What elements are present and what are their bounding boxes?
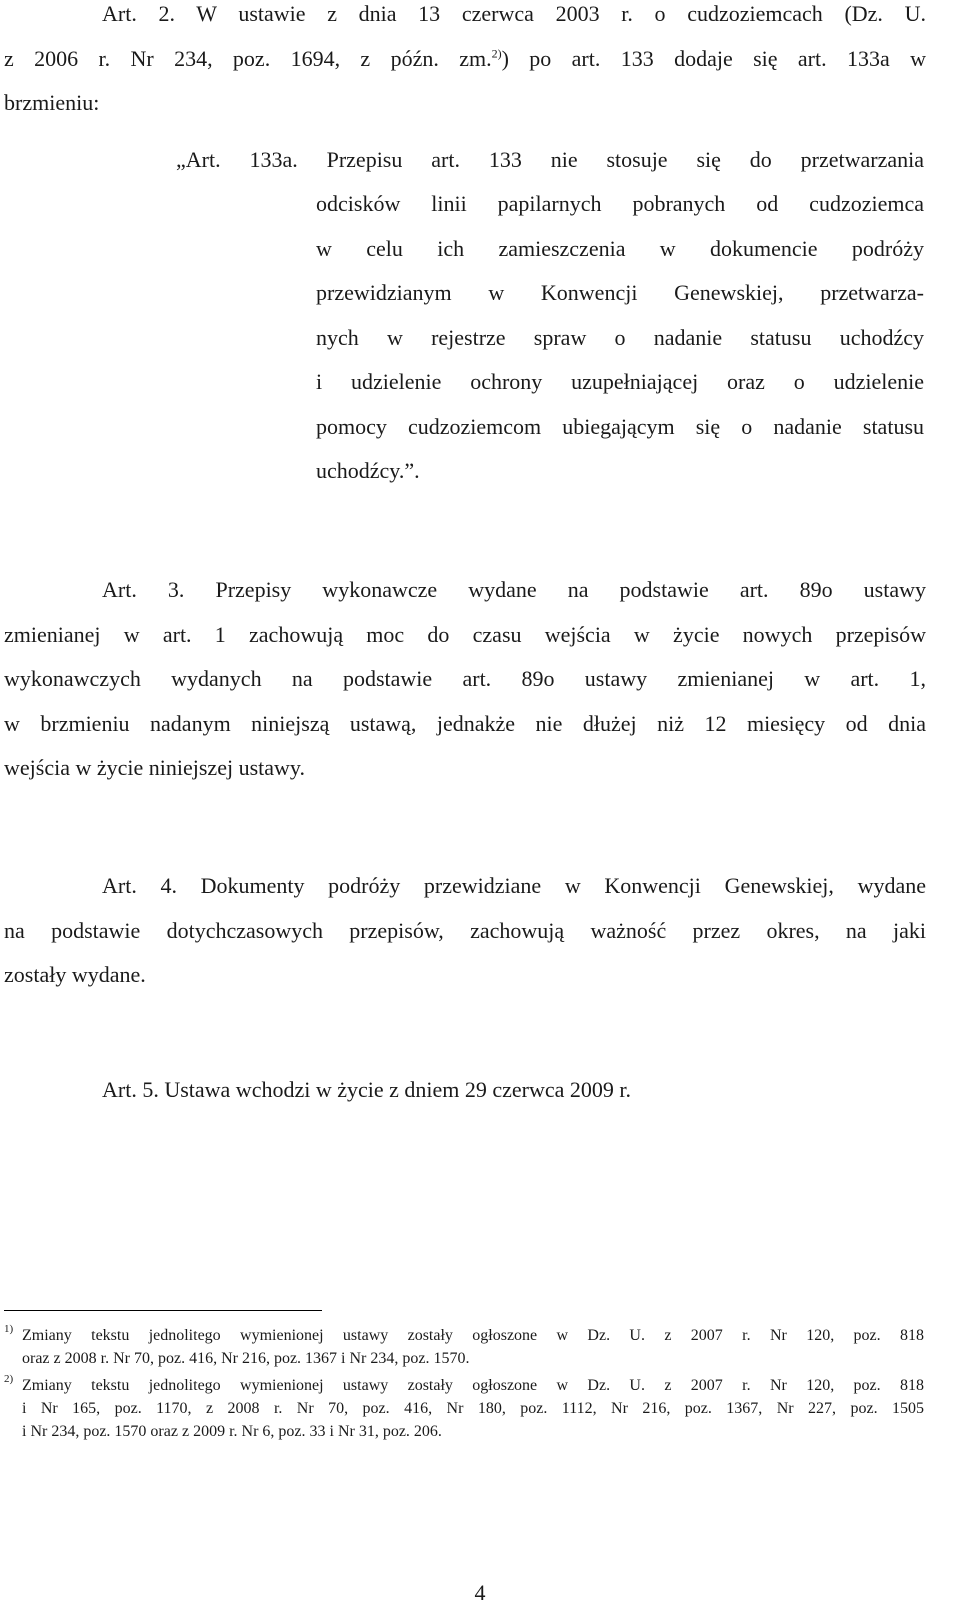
footnote-separator — [4, 1310, 322, 1311]
article-133a-line-8: uchodźcy.”. — [316, 458, 420, 483]
article-3-line-2: zmienianej w art. 1 zachowują moc do czasu wejścia w życie nowych przepisów — [4, 621, 926, 647]
footnote-2-line-2: i Nr 165, poz. 1170, z 2008 r. Nr 70, poz. 416, Nr 180, poz. 1112, Nr 216, poz. 1367, Nr 227, poz. 1505 — [22, 1400, 924, 1417]
article-4-line-3: zostały wydane. — [4, 962, 146, 987]
footnote-2-line-1: Zmiany tekstu jednolitego wymienionej ustawy zostały ogłoszone w Dz. U. z 2007 r. Nr 120, poz. 818 — [22, 1377, 924, 1394]
footnote-1-line-1: Zmiany tekstu jednolitego wymienionej ustawy zostały ogłoszone w Dz. U. z 2007 r. Nr 120, poz. 818 — [22, 1327, 924, 1344]
article-3-line-1: Art. 3. Przepisy wykonawcze wydane na podstawie art. 89o ustawy — [102, 577, 926, 602]
article-133a-quote — [176, 138, 924, 183]
article-3-line-5: wejścia w życie niniejszej ustawy. — [4, 755, 305, 780]
article-4-line-2: na podstawie dotychczasowych przepisów, zachowują ważność przez okres, na jaki — [4, 917, 926, 943]
article-133a-line-5: nych w rejestrze spraw o nadanie statusu uchodźcy — [316, 324, 924, 350]
footnote-2-line-3: i Nr 234, poz. 1570 oraz z 2009 r. Nr 6, poz. 33 i Nr 31, poz. 206. — [22, 1423, 442, 1440]
article-133a-line-2: odcisków linii papilarnych pobranych od cudzoziemca — [316, 191, 924, 216]
article-4-line-1: Art. 4. Dokumenty podróży przewidziane w Konwencji Genewskiej, wydane — [102, 873, 926, 898]
article-2-line-1: Art. 2. W ustawie z dnia 13 czerwca 2003 r. o cudzoziemcach (Dz. U. — [102, 1, 926, 26]
article-5-line-1: Art. 5. Ustawa wchodzi w życie z dniem 29 czerwca 2009 r. — [102, 1077, 632, 1102]
article-3-line-4: w brzmieniu nadanym niniejszą ustawą, jednakże nie dłużej niż 12 miesięcy od dnia — [4, 710, 926, 736]
footnote-1-line-2: oraz z 2008 r. Nr 70, poz. 416, Nr 216, poz. 1367 i Nr 234, poz. 1570. — [22, 1350, 470, 1367]
article-4 — [4, 864, 926, 998]
article-133a-body — [316, 182, 924, 494]
article-133a-line-6: i udzielenie ochrony uzupełniającej oraz o udzielenie — [316, 369, 924, 394]
article-2-line-3: brzmieniu: — [4, 90, 100, 115]
article-2-line-2-text: z 2006 r. Nr 234, poz. 1694, z późn. zm. — [4, 45, 492, 71]
footnote-2-marker: 2) — [4, 1373, 14, 1385]
footnote-2 — [4, 1374, 924, 1443]
article-2-line-2-rest: ) po art. 133 dodaje się art. 133a w — [501, 45, 927, 71]
article-5 — [4, 1068, 926, 1113]
article-2 — [4, 0, 926, 126]
footnote-ref-2: 2) — [491, 46, 502, 61]
article-3 — [4, 568, 926, 791]
footnote-1-marker: 1) — [4, 1323, 14, 1335]
article-133a-line-4: przewidzianym w Konwencji Genewskiej, przetwarza- — [316, 280, 924, 305]
article-133a-line-3: w celu ich zamieszczenia w dokumencie podróży — [316, 235, 924, 261]
article-133a-line-7: pomocy cudzoziemcom ubiegającym się o nadanie statusu — [316, 413, 924, 439]
article-3-line-3: wykonawczych wydanych na podstawie art. 89o ustawy zmienianej w art. 1, — [4, 666, 926, 691]
footnote-1 — [4, 1324, 924, 1370]
article-2-line-2 — [4, 37, 926, 82]
page-number: 4 — [474, 1580, 486, 1605]
article-133a-line-1: „Art. 133a. Przepisu art. 133 nie stosuje się do przetwarzania — [176, 147, 924, 172]
